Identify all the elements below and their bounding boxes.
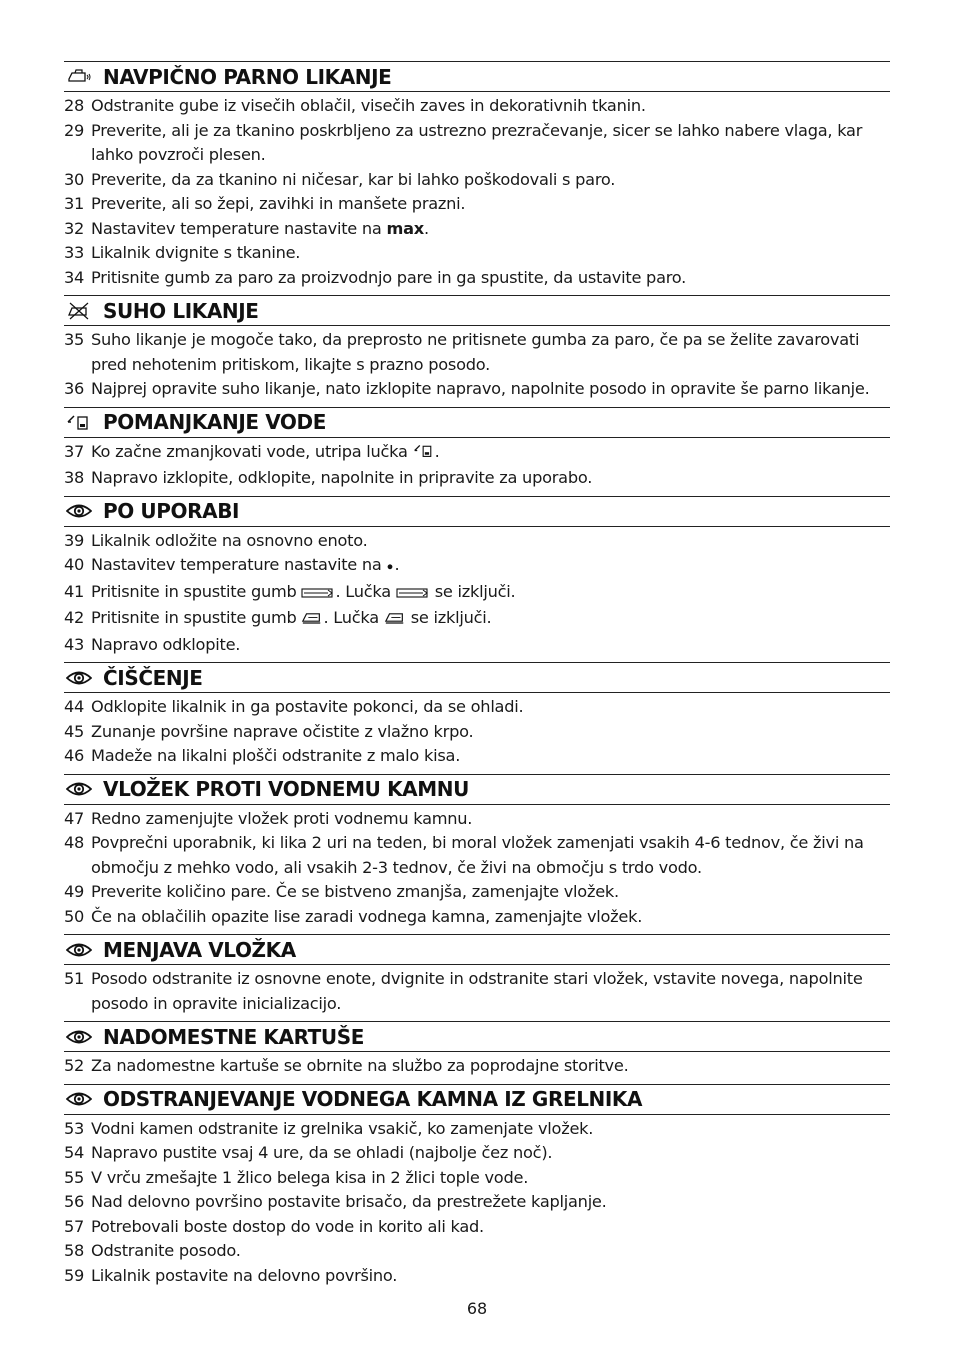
step-list <box>64 1115 890 1294</box>
step-list <box>64 965 890 1021</box>
step-text-run: se izključi. <box>429 581 516 601</box>
step-number: 46 <box>64 746 85 765</box>
step-number: 40 <box>64 555 85 574</box>
step-text-run: Pritisnite in spustite gumb <box>91 608 302 627</box>
step-text <box>91 243 300 262</box>
step-number: 30 <box>64 169 85 189</box>
step-text-run: . Lučka <box>335 581 396 601</box>
step-text-run: Najprej opravite suho likanje, nato izklopite napravo, napolnite posodo in opravite še parno likanje. <box>91 379 870 398</box>
section-heading <box>64 934 890 965</box>
step-number: 48 <box>64 833 85 852</box>
section-heading <box>64 662 890 693</box>
step-text-run: Potrebovali boste dostop do vode in korito ali kad. <box>91 1216 484 1236</box>
step-text <box>91 697 523 716</box>
step-text <box>91 96 646 115</box>
iron-button-icon <box>384 608 406 633</box>
step-text-run: Povprečni uporabnik, ki lika 2 uri na teden, bi moral vložek zamenjati vsakih 4-6 tednov, če živi na območju z mehko vodo, ali vsakih 2-3 tednov, če živi na območju s trdo vodo. <box>91 833 864 877</box>
step-item <box>64 1215 890 1240</box>
step-item <box>64 241 890 266</box>
step-item <box>64 1264 890 1289</box>
eye-icon <box>66 1027 92 1047</box>
section <box>64 934 890 1021</box>
step-number: 45 <box>64 721 85 741</box>
step-text-run: Nastavitev temperature nastavite na <box>91 555 387 574</box>
step-text-run: V vrču zmešajte 1 žlico belega kisa in 2 žlici tople vode. <box>91 1167 529 1187</box>
section <box>64 407 890 496</box>
step-text-run: . <box>394 555 400 574</box>
step-text <box>91 969 863 1013</box>
step-item <box>64 217 890 242</box>
step-text <box>91 907 642 926</box>
step-item <box>64 967 890 1016</box>
step-item <box>64 266 890 291</box>
section-title: ČIŠČENJE <box>103 665 203 690</box>
step-number: 37 <box>64 441 85 461</box>
step-text-run: . <box>434 441 440 461</box>
step-text <box>91 1241 241 1260</box>
step-text-run: Če na oblačilih opazite lise zaradi vodnega kamna, zamenjajte vložek. <box>91 906 643 926</box>
section-heading <box>64 496 890 527</box>
step-list <box>64 805 890 935</box>
step-item <box>64 1054 890 1079</box>
step-number: 56 <box>64 1192 85 1211</box>
section-title: NAVPIČNO PARNO LIKANJE <box>103 64 392 89</box>
step-number: 32 <box>64 218 85 238</box>
step-text-run: Odstranite gube iz visečih oblačil, visečih zaves in dekorativnih tkanin. <box>91 96 646 115</box>
section <box>64 1084 890 1294</box>
step-item <box>64 633 890 658</box>
step-number: 53 <box>64 1118 85 1138</box>
step-text-run: Suho likanje je mogoče tako, da preprosto ne pritisnete gumba za paro, če pa se želite zavarovati pred nehotenim pritiskom, likajte s prazno posodo. <box>91 330 860 374</box>
step-number: 47 <box>64 808 85 828</box>
manual-content <box>64 61 890 1293</box>
step-item <box>64 606 890 633</box>
section-title: VLOŽEK PROTI VODNEMU KAMNU <box>103 777 469 801</box>
step-text-run: Za nadomestne kartuše se obrnite na službo za poprodajne storitve. <box>91 1056 629 1075</box>
step-item <box>64 168 890 193</box>
step-text <box>91 1266 397 1285</box>
step-text-run: . <box>423 218 429 238</box>
step-number: 35 <box>64 330 85 349</box>
section-heading <box>64 1021 890 1052</box>
step-text <box>91 170 615 189</box>
eye-icon <box>66 501 92 521</box>
step-item <box>64 1239 890 1264</box>
step-number: 55 <box>64 1167 85 1187</box>
step-item <box>64 580 890 607</box>
step-text <box>91 379 870 398</box>
section-heading <box>64 1084 890 1115</box>
step-text-run: Pritisnite in spustite gumb <box>91 581 302 601</box>
step-text-run: Redno zamenjujte vložek proti vodnemu kamnu. <box>91 808 473 828</box>
step-number: 50 <box>64 906 85 926</box>
step-list <box>64 438 890 496</box>
step-item <box>64 94 890 119</box>
step-item <box>64 905 890 930</box>
step-list <box>64 326 890 407</box>
step-text-run: Likalnik postavite na delovno površino. <box>91 1265 398 1285</box>
low-water-icon <box>413 442 435 467</box>
step-item <box>64 720 890 745</box>
section <box>64 1021 890 1084</box>
eye-icon <box>66 668 92 688</box>
section-heading <box>64 61 890 92</box>
step-number: 28 <box>64 96 85 115</box>
section-title: MENJAVA VLOŽKA <box>103 937 296 962</box>
eye-icon <box>66 1089 92 1109</box>
step-list <box>64 527 890 663</box>
step-number: 59 <box>64 1265 85 1285</box>
step-text <box>91 219 429 238</box>
step-text <box>91 442 440 461</box>
step-text <box>91 746 460 765</box>
step-text <box>91 121 862 165</box>
step-item <box>64 695 890 720</box>
step-text-run: Ko začne zmanjkovati vode, utripa lučka <box>91 441 413 461</box>
step-number: 41 <box>64 581 85 601</box>
steam-button-icon <box>301 582 335 607</box>
step-text-run: Preverite, ali so žepi, zavihki in manšete prazni. <box>91 194 466 213</box>
step-item <box>64 807 890 832</box>
step-text-run: se izključi. <box>405 608 492 627</box>
step-list <box>64 693 890 774</box>
step-text-run: Preverite, ali je za tkanino poskrbljeno za ustrezno prezračevanje, sicer se lahko nabere vlaga, kar lahko povzroči plesen. <box>91 120 863 164</box>
step-text-run: Posodo odstranite iz osnovne enote, dvignite in odstranite stari vložek, vstavite novega, napolnite posodo in opravite inicializacijo. <box>91 969 863 1013</box>
section <box>64 662 890 774</box>
step-list <box>64 92 890 295</box>
step-number: 58 <box>64 1241 85 1260</box>
step-text <box>91 1119 593 1138</box>
step-text <box>91 468 592 487</box>
step-number: 33 <box>64 243 85 262</box>
step-text <box>91 1143 552 1162</box>
step-text <box>91 555 399 574</box>
step-number: 42 <box>64 608 85 627</box>
section-title: ODSTRANJEVANJE VODNEGA KAMNA IZ GRELNIKA <box>103 1087 643 1111</box>
step-text <box>91 194 465 213</box>
step-text-run: Napravo izklopite, odklopite, napolnite in pripravite za uporabo. <box>91 468 593 487</box>
step-number: 34 <box>64 267 85 287</box>
step-text-run: Madeže na likalni plošči odstranite z malo kisa. <box>91 746 461 765</box>
step-item <box>64 1190 890 1215</box>
step-text-run: Likalnik odložite na osnovno enoto. <box>91 530 368 550</box>
step-item <box>64 328 890 377</box>
step-text-run: Zunanje površine naprave očistite z vlažno krpo. <box>91 721 474 741</box>
step-number: 29 <box>64 120 85 140</box>
step-number: 52 <box>64 1056 85 1075</box>
step-text-run: Nastavitev temperature nastavite na <box>91 218 387 238</box>
steam-button-icon <box>396 582 430 607</box>
section-heading <box>64 774 890 805</box>
step-text-run: Preverite, da za tkanino ni ničesar, kar bi lahko poškodovali s paro. <box>91 169 616 189</box>
section-title: POMANJKANJE VODE <box>103 410 326 434</box>
step-text <box>91 268 686 287</box>
step-text-run: Likalnik dvignite s tkanine. <box>91 243 301 262</box>
step-text-run: Odklopite likalnik in ga postavite pokonci, da se ohladi. <box>91 697 524 716</box>
section-title: PO UPORABI <box>103 499 240 523</box>
step-number: 39 <box>64 530 85 550</box>
steam-iron-icon <box>66 67 92 87</box>
step-text-run: Napravo pustite vsaj 4 ure, da se ohladi (najbolje čez noč). <box>91 1143 553 1162</box>
step-number: 44 <box>64 697 85 716</box>
section-heading <box>64 295 890 326</box>
step-text <box>91 882 619 901</box>
step-number: 57 <box>64 1216 85 1236</box>
step-item <box>64 466 890 491</box>
no-steam-icon <box>66 301 92 321</box>
section <box>64 61 890 295</box>
step-item <box>64 880 890 905</box>
section <box>64 295 890 407</box>
page-number: 68 <box>466 1299 488 1318</box>
step-item <box>64 831 890 880</box>
step-number: 36 <box>64 379 85 398</box>
section <box>64 774 890 935</box>
iron-button-icon <box>301 608 323 633</box>
step-text-run: Vodni kamen odstranite iz grelnika vsakič, ko zamenjate vložek. <box>91 1118 594 1138</box>
step-item <box>64 1117 890 1142</box>
step-item <box>64 529 890 554</box>
step-item <box>64 553 890 580</box>
low-water-icon <box>66 412 92 432</box>
step-text <box>91 330 859 374</box>
step-text-run: Odstranite posodo. <box>91 1241 241 1260</box>
step-text <box>91 635 240 654</box>
step-item <box>64 744 890 769</box>
eye-icon <box>66 940 92 960</box>
step-text <box>91 1192 607 1211</box>
step-text-run: Nad delovno površino postavite brisačo, da prestrežete kapljanje. <box>91 1192 607 1211</box>
step-text-run: Pritisnite gumb za paro za proizvodnjo pare in ga spustite, da ustavite paro. <box>91 267 687 287</box>
step-text-bold: max <box>386 218 424 238</box>
step-text <box>91 1168 528 1187</box>
step-number: 54 <box>64 1143 85 1162</box>
step-item <box>64 377 890 402</box>
step-text <box>91 833 864 877</box>
section-title: NADOMESTNE KARTUŠE <box>103 1024 365 1049</box>
section <box>64 496 890 663</box>
step-item <box>64 192 890 217</box>
step-text-run: Preverite količino pare. Če se bistveno zmanjša, zamenjajte vložek. <box>91 882 619 901</box>
step-text-run: . Lučka <box>323 608 384 627</box>
step-list <box>64 1052 890 1084</box>
step-item <box>64 1141 890 1166</box>
step-item <box>64 1166 890 1191</box>
step-text <box>91 722 473 741</box>
step-text <box>91 809 472 828</box>
step-text <box>91 1056 628 1075</box>
step-text <box>91 531 368 550</box>
step-number: 43 <box>64 634 85 654</box>
step-number: 49 <box>64 882 85 901</box>
step-number: 31 <box>64 194 85 213</box>
step-text-run: Napravo odklopite. <box>91 634 241 654</box>
step-item <box>64 119 890 168</box>
step-number: 51 <box>64 969 85 988</box>
step-text <box>91 582 515 601</box>
section-heading <box>64 407 890 438</box>
step-item <box>64 440 890 467</box>
section-title: SUHO LIKANJE <box>103 298 259 323</box>
step-text <box>91 1217 484 1236</box>
step-number: 38 <box>64 468 85 487</box>
eye-icon <box>66 779 92 799</box>
step-text <box>91 608 491 627</box>
